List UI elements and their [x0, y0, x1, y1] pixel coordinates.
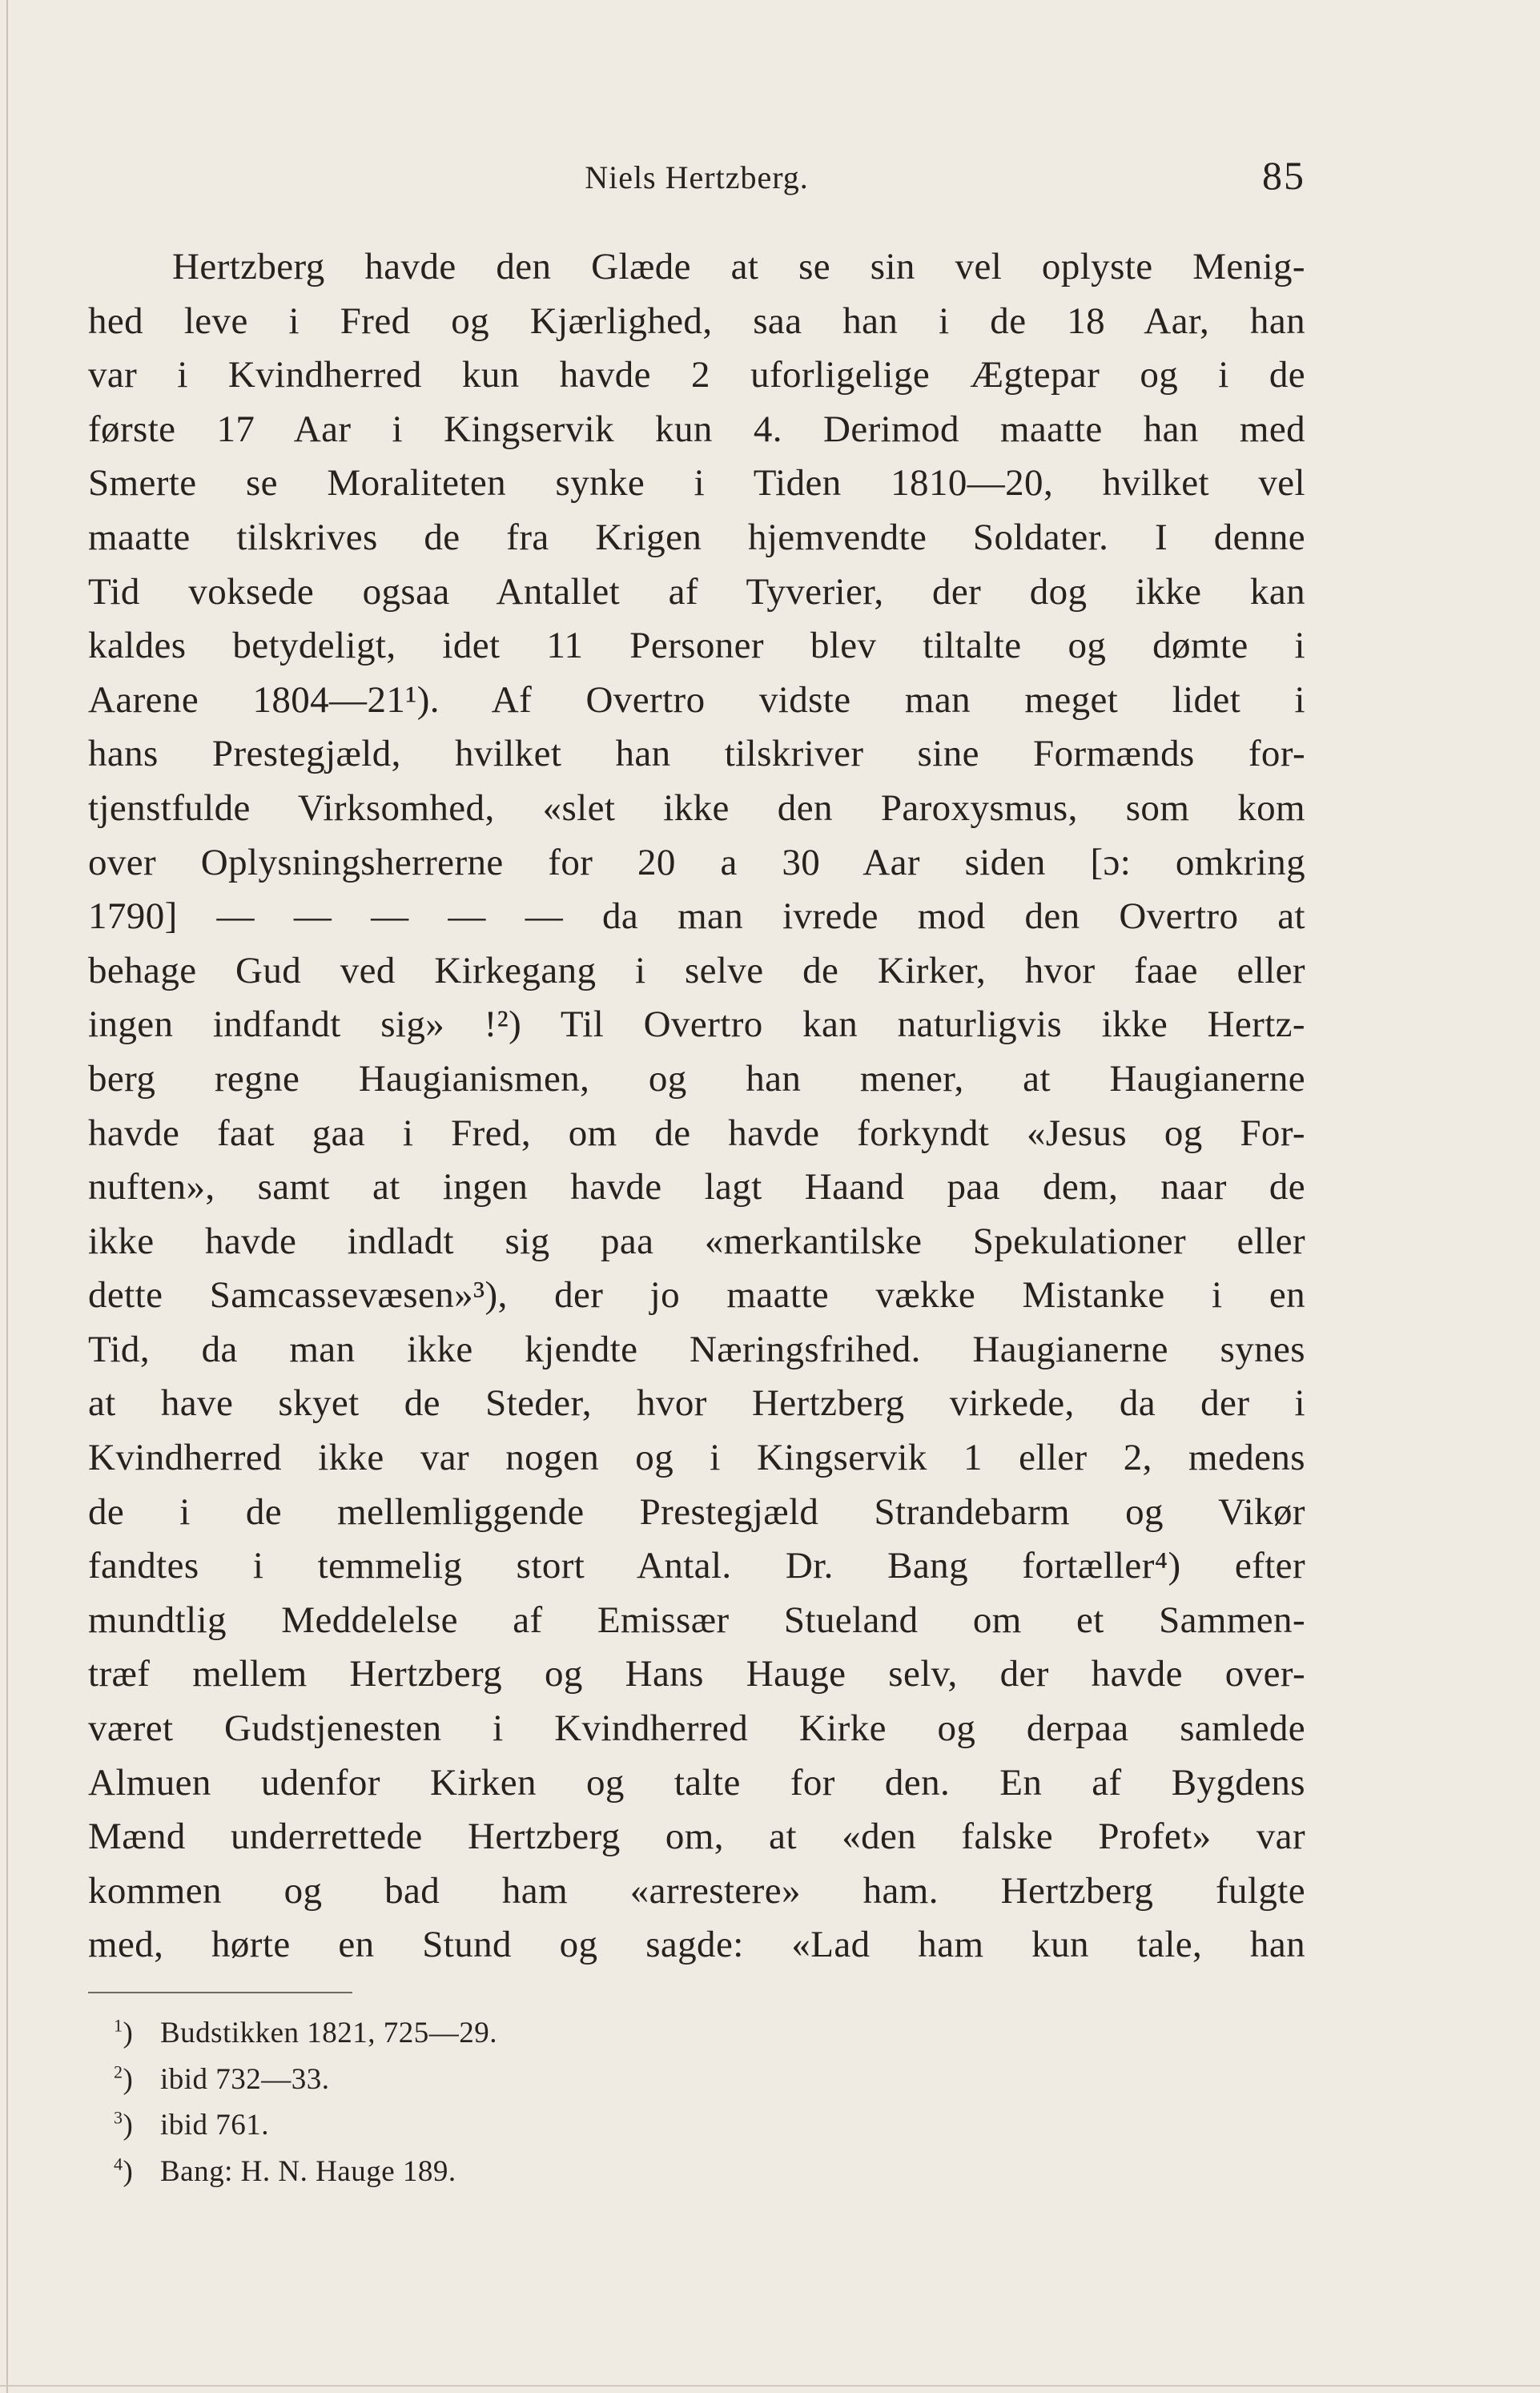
text-line: Tid voksede ogsaa Antallet af Tyverier, der dog ikke kan: [88, 570, 1305, 613]
scan-edge-left: [6, 0, 8, 2393]
text-line: ikke havde indladt sig paa «merkantilske Spekulationer eller: [88, 1220, 1305, 1262]
footnote-text: ibid 732—33.: [160, 2062, 330, 2096]
text-line: fandtes i temmelig stort Antal. Dr. Bang fortæller⁴) efter: [88, 1545, 1305, 1587]
text-line: kaldes betydeligt, idet 11 Personer blev tiltalte og dømte i: [88, 625, 1305, 667]
running-title: Niels Hertzberg.: [585, 159, 809, 195]
running-head: [88, 152, 1305, 200]
text-line: med, hørte en Stund og sagde: «Lad ham kun tale, han: [88, 1924, 1305, 1966]
text-line: træf mellem Hertzberg og Hans Hauge selv, der havde over-: [88, 1653, 1305, 1695]
footnotes: [88, 2010, 809, 2194]
text-line: 1790] — — — — — da man ivrede mod den Overtro at: [88, 895, 1305, 938]
text-line: dette Samcassevæsen»³), der jo maatte vække Mistanke i en: [88, 1274, 1305, 1317]
footnote-text: Bang: H. N. Hauge 189.: [160, 2154, 456, 2188]
text-line: Kvindherred ikke var nogen og i Kingservik 1 eller 2, medens: [88, 1437, 1305, 1479]
footnote-text: Budstikken 1821, 725—29.: [160, 2017, 498, 2049]
text-line: hed leve i Fred og Kjærlighed, saa han i de 18 Aar, han: [88, 300, 1305, 342]
text-line: over Oplysningsherrerne for 20 a 30 Aar siden [ɔ: omkring: [88, 841, 1305, 883]
text-line: ingen indfandt sig» !²) Til Overtro kan naturligvis ikke Hertz-: [88, 1003, 1305, 1046]
footnote-mark: $^4$): [114, 2154, 134, 2188]
footnote-mark: $^3$): [114, 2107, 134, 2142]
text-line: maatte tilskrives de fra Krigen hjemvendte Soldater. I denne: [88, 516, 1305, 558]
footnote: [88, 2102, 809, 2149]
text-line: Mænd underrettede Hertzberg om, at «den falske Profet» var: [88, 1816, 1305, 1858]
text-line: første 17 Aar i Kingservik kun 4. Derimod maatte han med: [88, 408, 1305, 450]
text-line: havde faat gaa i Fred, om de havde forkyndt «Jesus og For-: [88, 1112, 1305, 1154]
text-line: at have skyet de Steder, hvor Hertzberg virkede, da der i: [88, 1382, 1305, 1425]
text-line: berg regne Haugianismen, og han mener, at Haugianerne: [88, 1057, 1305, 1100]
footnote: [88, 2149, 809, 2195]
text-line: Almuen udenfor Kirken og talte for den. En af Bygdens: [88, 1761, 1305, 1804]
body-text: [88, 240, 1305, 1973]
text-line: været Gudstjenesten i Kvindherred Kirke og derpaa samlede: [88, 1707, 1305, 1750]
scan-edge-bottom: [0, 2385, 1540, 2387]
text-line: hans Prestegjæld, hvilket han tilskriver sine Formænds for-: [88, 733, 1305, 775]
text-line: Smerte se Moraliteten synke i Tiden 1810—20, hvilket vel: [88, 462, 1305, 505]
footnote-rule: [88, 1992, 352, 1993]
text-line: Aarene 1804—21¹). Af Overtro vidste man meget lidet i: [88, 678, 1305, 721]
footnote-mark: $^2$): [114, 2061, 134, 2096]
footnote: [88, 2057, 809, 2103]
footnote-mark: $^1$): [114, 2015, 134, 2049]
text-line: tjenstfulde Virksomhed, «slet ikke den Paroxysmus, som kom: [88, 786, 1305, 829]
text-line: kommen og bad ham «arrestere» ham. Hertzberg fulgte: [88, 1869, 1305, 1912]
footnote-text: ibid 761.: [160, 2109, 270, 2142]
footnote: [88, 2010, 809, 2057]
text-line: nuften», samt at ingen havde lagt Haand paa dem, naar de: [88, 1166, 1305, 1209]
page-number: 85: [1262, 153, 1305, 198]
text-line: behage Gud ved Kirkegang i selve de Kirker, hvor faae eller: [88, 949, 1305, 991]
text-line: de i de mellemliggende Prestegjæld Strandebarm og Vikør: [88, 1490, 1305, 1533]
text-line: Hertzberg havde den Glæde at se sin vel oplyste Menig-: [172, 246, 1305, 288]
text-line: var i Kvindherred kun havde 2 uforligelige Ægtepar og i de: [88, 354, 1305, 396]
text-line: Tid, da man ikke kjendte Næringsfrihed. Haugianerne synes: [88, 1328, 1305, 1370]
text-line: mundtlig Meddelelse af Emissær Stueland om et Sammen-: [88, 1599, 1305, 1641]
